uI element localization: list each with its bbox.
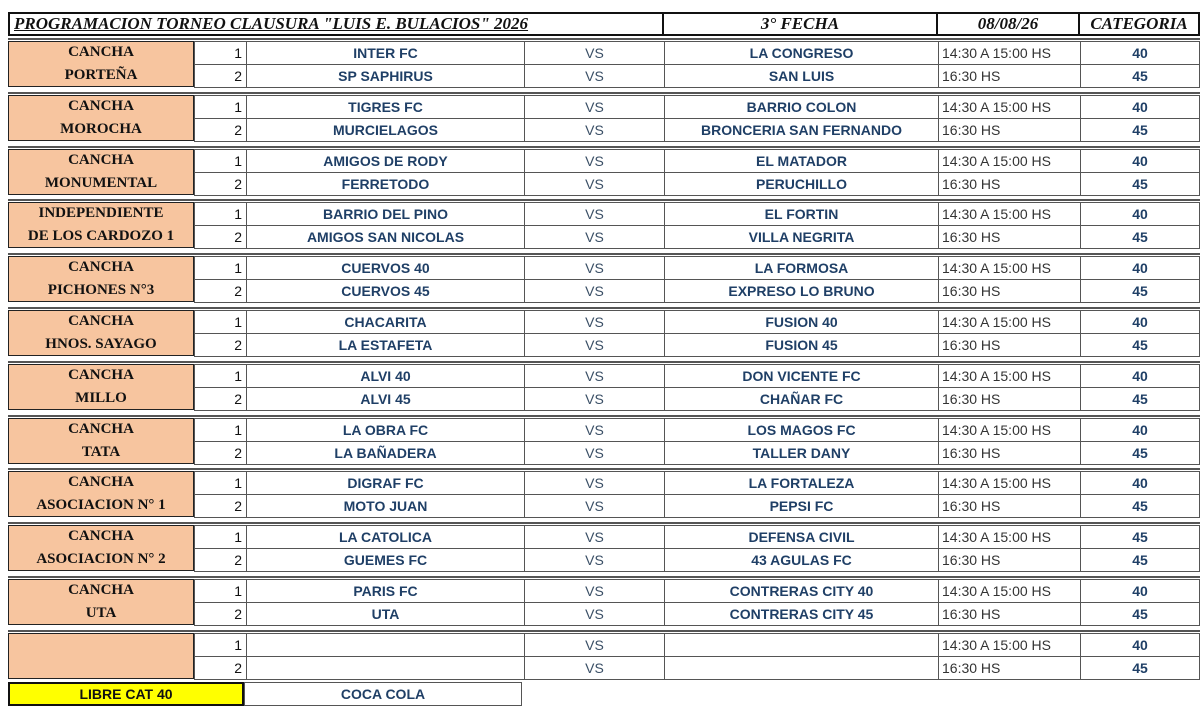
match-time: 14:30 A 15:00 HS	[938, 149, 1080, 173]
venue-line: CANCHA	[68, 44, 134, 60]
block-separator	[8, 253, 1200, 255]
vs-label: VS	[524, 310, 664, 334]
home-team: LA BAÑADERA	[246, 441, 524, 465]
block-separator	[8, 92, 1200, 94]
vs-label: VS	[524, 471, 664, 495]
away-team: TALLER DANY	[664, 441, 938, 465]
match-row	[8, 494, 1200, 518]
match-time: 14:30 A 15:00 HS	[938, 579, 1080, 603]
match-row	[8, 364, 1200, 388]
away-team: SAN LUIS	[664, 64, 938, 88]
match-number: 2	[194, 656, 246, 680]
match-time: 14:30 A 15:00 HS	[938, 310, 1080, 334]
match-number: 2	[194, 172, 246, 196]
match-row	[8, 387, 1200, 411]
match-row	[8, 41, 1200, 65]
match-time: 16:30 HS	[938, 441, 1080, 465]
home-team: LA OBRA FC	[246, 418, 524, 442]
match-number: 2	[194, 118, 246, 142]
away-team: LA CONGRESO	[664, 41, 938, 65]
match-category: 40	[1080, 310, 1200, 334]
vs-label: VS	[524, 418, 664, 442]
away-team: DEFENSA CIVIL	[664, 525, 938, 549]
match-number: 1	[194, 202, 246, 226]
block-separator	[8, 199, 1200, 201]
home-team: MURCIELAGOS	[246, 118, 524, 142]
vs-label: VS	[524, 656, 664, 680]
vs-label: VS	[524, 149, 664, 173]
vs-label: VS	[524, 494, 664, 518]
match-row	[8, 256, 1200, 280]
vs-label: VS	[524, 41, 664, 65]
home-team: PARIS FC	[246, 579, 524, 603]
match-category: 45	[1080, 64, 1200, 88]
match-category: 45	[1080, 656, 1200, 680]
match-time: 14:30 A 15:00 HS	[938, 633, 1080, 657]
block-separator	[8, 522, 1200, 524]
block-separator	[8, 146, 1200, 148]
vs-label: VS	[524, 279, 664, 303]
vs-label: VS	[524, 525, 664, 549]
away-team: BRONCERIA SAN FERNANDO	[664, 118, 938, 142]
away-team: DON VICENTE FC	[664, 364, 938, 388]
vs-label: VS	[524, 118, 664, 142]
venue-line: PORTEÑA	[64, 67, 138, 83]
vs-label: VS	[524, 95, 664, 119]
block-separator	[8, 38, 1200, 40]
match-row	[8, 656, 1200, 680]
match-category: 40	[1080, 256, 1200, 280]
match-row	[8, 548, 1200, 572]
away-team: LOS MAGOS FC	[664, 418, 938, 442]
match-category: 40	[1080, 579, 1200, 603]
match-time: 16:30 HS	[938, 494, 1080, 518]
away-team: CONTRERAS CITY 40	[664, 579, 938, 603]
vs-label: VS	[524, 579, 664, 603]
block-separator	[8, 361, 1200, 363]
match-category: 45	[1080, 333, 1200, 357]
match-number: 1	[194, 149, 246, 173]
match-category: 40	[1080, 471, 1200, 495]
venue-line: CANCHA	[68, 97, 134, 114]
venue-line: CANCHA	[68, 313, 134, 329]
match-number: 2	[194, 279, 246, 303]
venue-line: CANCHA	[68, 474, 134, 491]
away-team: VILLA NEGRITA	[664, 225, 938, 249]
venue-line: CANCHA	[68, 528, 134, 545]
match-row	[8, 579, 1200, 603]
home-team: MOTO JUAN	[246, 494, 524, 518]
venue-line: MOROCHA	[60, 120, 142, 137]
match-time: 14:30 A 15:00 HS	[938, 525, 1080, 549]
match-time: 14:30 A 15:00 HS	[938, 256, 1080, 280]
block-separator	[8, 630, 1200, 632]
match-category: 45	[1080, 118, 1200, 142]
header-row	[8, 12, 1200, 36]
match-category: 45	[1080, 525, 1200, 549]
match-number: 1	[194, 310, 246, 334]
block-separator	[8, 468, 1200, 470]
away-team: FUSION 45	[664, 333, 938, 357]
match-time: 16:30 HS	[938, 64, 1080, 88]
match-row	[8, 441, 1200, 465]
vs-label: VS	[524, 333, 664, 357]
venue-line: CANCHA	[68, 366, 134, 383]
home-team: CHACARITA	[246, 310, 524, 334]
match-category: 40	[1080, 418, 1200, 442]
home-team	[246, 633, 524, 657]
match-time: 16:30 HS	[938, 387, 1080, 411]
match-time: 16:30 HS	[938, 656, 1080, 680]
home-team: FERRETODO	[246, 172, 524, 196]
match-time: 16:30 HS	[938, 602, 1080, 626]
vs-label: VS	[524, 202, 664, 226]
free-label: LIBRE CAT 40	[8, 682, 244, 706]
match-number: 1	[194, 95, 246, 119]
home-team: AMIGOS SAN NICOLAS	[246, 225, 524, 249]
match-row	[8, 279, 1200, 303]
match-category: 45	[1080, 602, 1200, 626]
match-row	[8, 225, 1200, 249]
venue-line: HNOS. SAYAGO	[45, 336, 157, 352]
match-number: 2	[194, 225, 246, 249]
away-team: BARRIO COLON	[664, 95, 938, 119]
block-separator	[8, 576, 1200, 578]
match-number: 2	[194, 441, 246, 465]
away-team: 43 AGULAS FC	[664, 548, 938, 572]
vs-label: VS	[524, 387, 664, 411]
match-row	[8, 172, 1200, 196]
home-team: BARRIO DEL PINO	[246, 202, 524, 226]
match-category: 45	[1080, 387, 1200, 411]
vs-label: VS	[524, 364, 664, 388]
away-team: EL MATADOR	[664, 149, 938, 173]
away-team: LA FORMOSA	[664, 256, 938, 280]
match-row	[8, 118, 1200, 142]
tournament-title: PROGRAMACION TORNEO CLAUSURA "LUIS E. BULACIOS" 2026	[8, 12, 664, 36]
venue-line: CANCHA	[68, 420, 134, 437]
vs-label: VS	[524, 172, 664, 196]
vs-label: VS	[524, 633, 664, 657]
match-number: 2	[194, 494, 246, 518]
match-number: 2	[194, 333, 246, 357]
match-time: 16:30 HS	[938, 225, 1080, 249]
home-team: SP SAPHIRUS	[246, 64, 524, 88]
home-team: INTER FC	[246, 41, 524, 65]
venue-line: CANCHA	[68, 582, 134, 598]
match-time: 16:30 HS	[938, 333, 1080, 357]
home-team: CUERVOS 40	[246, 256, 524, 280]
home-team: LA CATOLICA	[246, 525, 524, 549]
match-time: 14:30 A 15:00 HS	[938, 364, 1080, 388]
match-time: 14:30 A 15:00 HS	[938, 202, 1080, 226]
match-category: 45	[1080, 225, 1200, 249]
match-time: 14:30 A 15:00 HS	[938, 471, 1080, 495]
match-row	[8, 471, 1200, 495]
match-row	[8, 95, 1200, 119]
venue-line: MILLO	[75, 389, 127, 406]
away-team: FUSION 40	[664, 310, 938, 334]
vs-label: VS	[524, 225, 664, 249]
match-number: 2	[194, 602, 246, 626]
match-row	[8, 64, 1200, 88]
match-row	[8, 149, 1200, 173]
home-team: CUERVOS 45	[246, 279, 524, 303]
match-category: 45	[1080, 494, 1200, 518]
free-team: COCA COLA	[244, 682, 522, 706]
venue-line: UTA	[85, 605, 117, 621]
venue-line: INDEPENDIENTE	[38, 205, 164, 222]
match-category: 40	[1080, 41, 1200, 65]
match-number: 1	[194, 256, 246, 280]
match-category: 45	[1080, 548, 1200, 572]
match-number: 2	[194, 548, 246, 572]
fecha-label: 3° FECHA	[662, 12, 938, 36]
match-time: 16:30 HS	[938, 118, 1080, 142]
vs-label: VS	[524, 602, 664, 626]
match-category: 40	[1080, 633, 1200, 657]
venue-line: ASOCIACION N° 1	[36, 497, 166, 514]
match-time: 16:30 HS	[938, 548, 1080, 572]
match-row	[8, 418, 1200, 442]
venue-line: CANCHA	[68, 259, 134, 276]
vs-label: VS	[524, 64, 664, 88]
away-team	[664, 633, 938, 657]
match-row	[8, 602, 1200, 626]
date-label: 08/08/26	[936, 12, 1080, 36]
match-number: 1	[194, 579, 246, 603]
match-category: 40	[1080, 364, 1200, 388]
away-team: LA FORTALEZA	[664, 471, 938, 495]
venue-line: DE LOS CARDOZO 1	[27, 228, 175, 245]
match-row	[8, 202, 1200, 226]
away-team: PEPSI FC	[664, 494, 938, 518]
block-separator	[8, 307, 1200, 309]
match-category: 40	[1080, 95, 1200, 119]
match-time: 14:30 A 15:00 HS	[938, 418, 1080, 442]
block-separator	[8, 415, 1200, 417]
away-team: PERUCHILLO	[664, 172, 938, 196]
match-category: 45	[1080, 279, 1200, 303]
home-team: UTA	[246, 602, 524, 626]
home-team	[246, 656, 524, 680]
categoria-label: CATEGORIA	[1078, 12, 1200, 36]
away-team	[664, 656, 938, 680]
home-team: LA ESTAFETA	[246, 333, 524, 357]
match-category: 40	[1080, 149, 1200, 173]
match-row	[8, 525, 1200, 549]
venue-line: MONUMENTAL	[44, 174, 158, 191]
home-team: GUEMES FC	[246, 548, 524, 572]
away-team: CONTRERAS CITY 45	[664, 602, 938, 626]
match-category: 45	[1080, 172, 1200, 196]
match-time: 16:30 HS	[938, 279, 1080, 303]
home-team: DIGRAF FC	[246, 471, 524, 495]
vs-label: VS	[524, 441, 664, 465]
away-team: EL FORTIN	[664, 202, 938, 226]
venue-line: ASOCIACION N° 2	[36, 551, 166, 568]
match-row	[8, 310, 1200, 334]
vs-label: VS	[524, 548, 664, 572]
venue-line: CANCHA	[68, 151, 134, 168]
match-row	[8, 333, 1200, 357]
venue-line: TATA	[81, 443, 121, 460]
home-team: ALVI 45	[246, 387, 524, 411]
venue-line: PICHONES N°3	[47, 282, 155, 299]
match-number: 1	[194, 41, 246, 65]
match-category: 40	[1080, 202, 1200, 226]
home-team: ALVI 40	[246, 364, 524, 388]
match-time: 14:30 A 15:00 HS	[938, 95, 1080, 119]
away-team: EXPRESO LO BRUNO	[664, 279, 938, 303]
home-team: AMIGOS DE RODY	[246, 149, 524, 173]
match-category: 45	[1080, 441, 1200, 465]
match-number: 1	[194, 364, 246, 388]
match-time: 16:30 HS	[938, 172, 1080, 196]
match-time: 14:30 A 15:00 HS	[938, 41, 1080, 65]
match-row	[8, 633, 1200, 657]
home-team: TIGRES FC	[246, 95, 524, 119]
match-number: 1	[194, 633, 246, 657]
match-number: 2	[194, 64, 246, 88]
match-number: 2	[194, 387, 246, 411]
match-number: 1	[194, 471, 246, 495]
vs-label: VS	[524, 256, 664, 280]
match-number: 1	[194, 418, 246, 442]
match-number: 1	[194, 525, 246, 549]
away-team: CHAÑAR FC	[664, 387, 938, 411]
